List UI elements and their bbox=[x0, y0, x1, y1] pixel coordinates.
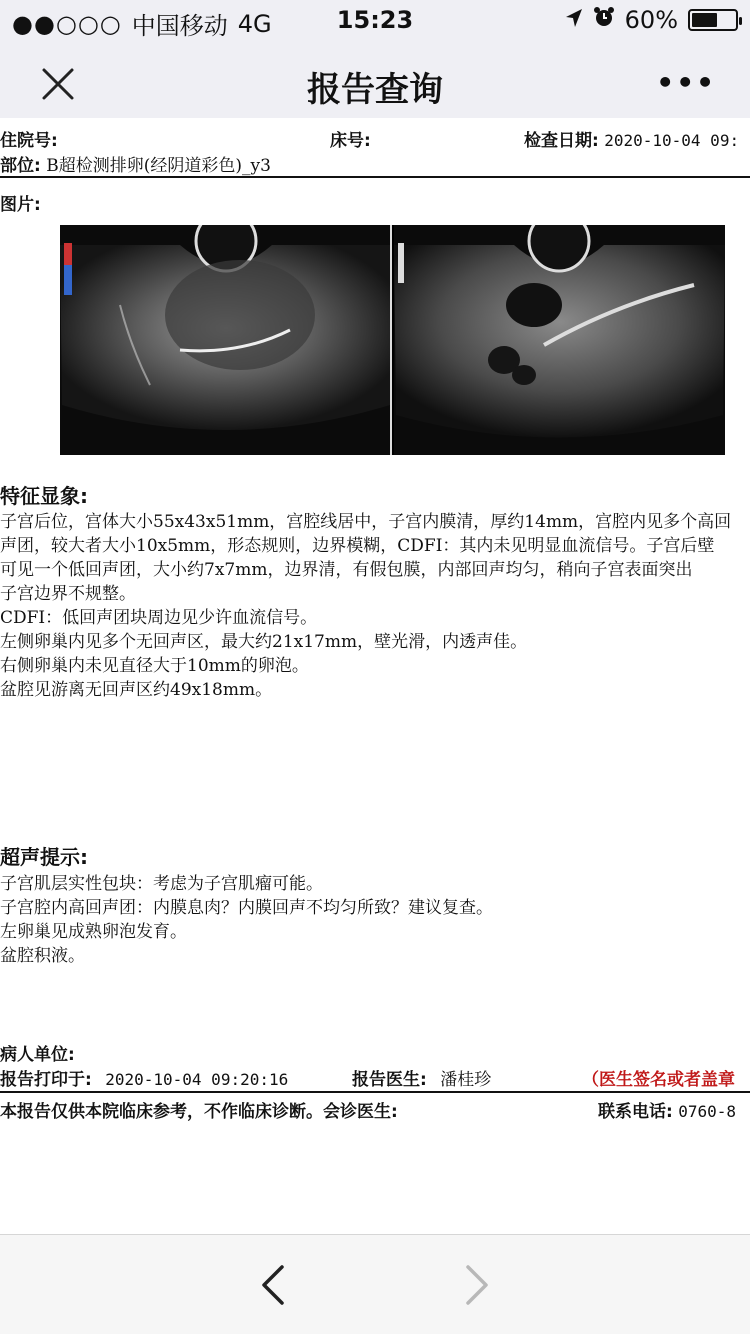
doctor-value: 潘桂珍 bbox=[440, 1070, 492, 1090]
ultrasound-image-ovary[interactable] bbox=[394, 225, 725, 455]
divider bbox=[0, 176, 750, 178]
page-title: 报告查询 bbox=[307, 70, 443, 110]
bed-field: 床号: bbox=[330, 131, 371, 151]
navigation-bar bbox=[0, 40, 750, 128]
battery-level bbox=[692, 13, 717, 27]
disclaimer-text: 本报告仅供本院临床参考，不作临床诊断。 bbox=[0, 1102, 323, 1122]
findings-line: 子宫后位，宫体大小55x43x51mm，宫腔线居中，子宫内膜清，厚约14mm，宫腔内见多个高回 bbox=[0, 512, 732, 532]
phone-value: 0760-8 bbox=[678, 1102, 737, 1121]
phone-label: 联系电话 bbox=[598, 1102, 666, 1122]
findings-line: CDFI：低回声团块周边见少许血流信号。 bbox=[0, 608, 318, 628]
unit-label: 病人单位 bbox=[0, 1045, 68, 1065]
impression-line: 盆腔积液。 bbox=[0, 946, 85, 966]
impression-title-text: 超声提示 bbox=[0, 845, 80, 869]
consult-label: 会诊医生 bbox=[323, 1102, 391, 1122]
patient-unit-field: 病人单位: bbox=[0, 1045, 75, 1065]
inpatient-label: 住院号 bbox=[0, 131, 51, 151]
status-bar bbox=[0, 0, 750, 40]
signature-note: （医生签名或者盖章 bbox=[582, 1070, 735, 1090]
ultrasound-images bbox=[60, 225, 725, 455]
site-field: 部位: B超检测排卵(经阴道彩色)_y3 bbox=[0, 156, 271, 176]
impression-text bbox=[0, 872, 493, 968]
ultrasound-image-uterus[interactable] bbox=[60, 225, 392, 455]
print-label: 报告打印于 bbox=[0, 1070, 85, 1090]
chevron-left-icon[interactable] bbox=[254, 1263, 294, 1307]
report-document[interactable] bbox=[0, 118, 750, 1233]
findings-title-text: 特征显象 bbox=[0, 484, 80, 508]
signal-strength: ●●○○○ bbox=[12, 9, 122, 38]
impression-line: 子宫肌层实性包块：考虑为子宫肌瘤可能。 bbox=[0, 874, 323, 894]
impression-line: 左卵巢见成熟卵泡发育。 bbox=[0, 922, 187, 942]
findings-line: 声团，较大者大小10x5mm，形态规则，边界模糊，CDFI：其内未见明显血流信号。子宫后壁 bbox=[0, 536, 715, 556]
location-arrow-icon bbox=[565, 6, 583, 34]
findings-line: 子宫边界不规整。 bbox=[0, 584, 136, 604]
alarm-icon bbox=[593, 6, 615, 34]
exam-date-label: 检查日期 bbox=[524, 131, 592, 151]
images-label-row: 图片: bbox=[0, 195, 41, 215]
top-bar bbox=[0, 0, 750, 128]
findings-line: 左侧卵巢内见多个无回声区，最大约21x17mm，壁光滑，内透声佳。 bbox=[0, 632, 528, 652]
chevron-right-icon[interactable] bbox=[456, 1263, 496, 1307]
bed-label: 床号 bbox=[330, 131, 364, 151]
header-row-1: 住院号: bbox=[0, 131, 58, 151]
images-label: 图片 bbox=[0, 195, 34, 215]
network-type: 4G bbox=[237, 9, 272, 38]
exam-date-value: 2020-10-04 09: bbox=[604, 131, 740, 150]
findings-title: 特征显象: bbox=[0, 484, 88, 508]
findings-text bbox=[0, 510, 731, 702]
more-options-button[interactable]: ••• bbox=[656, 66, 716, 99]
battery-percent: 60% bbox=[624, 6, 678, 34]
impression-line: 子宫腔内高回声团：内膜息肉？内膜回声不均匀所致？建议复查。 bbox=[0, 898, 493, 918]
findings-line: 右侧卵巢内未见直径大于10mm的卵泡。 bbox=[0, 656, 309, 676]
phone-field: 联系电话: 0760-8 bbox=[598, 1102, 737, 1122]
site-value: B超检测排卵(经阴道彩色)_y3 bbox=[46, 156, 271, 176]
findings-line: 可见一个低回声团，大小约7x7mm，边界清，有假包膜，内部回声均匀，稍向子宫表面突出 bbox=[0, 560, 693, 580]
impression-title: 超声提示: bbox=[0, 845, 88, 869]
print-value: 2020-10-04 09:20:16 bbox=[105, 1070, 289, 1089]
carrier-name: 中国移动 bbox=[131, 12, 228, 40]
browser-bottom-bar bbox=[0, 1234, 750, 1334]
status-time: 15:23 bbox=[336, 6, 414, 34]
doctor-field: 报告医生: 潘桂珍 bbox=[352, 1070, 492, 1090]
footer-divider bbox=[0, 1091, 750, 1093]
findings-line: 盆腔见游离无回声区约49x18mm。 bbox=[0, 680, 273, 700]
print-time-field: 报告打印于: 2020-10-04 09:20:16 bbox=[0, 1070, 289, 1090]
doctor-label: 报告医生 bbox=[352, 1070, 420, 1090]
exam-date-field: 检查日期: 2020-10-04 09: bbox=[524, 131, 740, 151]
site-label: 部位 bbox=[0, 156, 34, 176]
battery-icon bbox=[688, 9, 738, 31]
disclaimer-row: 本报告仅供本院临床参考，不作临床诊断。会诊医生: bbox=[0, 1102, 398, 1122]
